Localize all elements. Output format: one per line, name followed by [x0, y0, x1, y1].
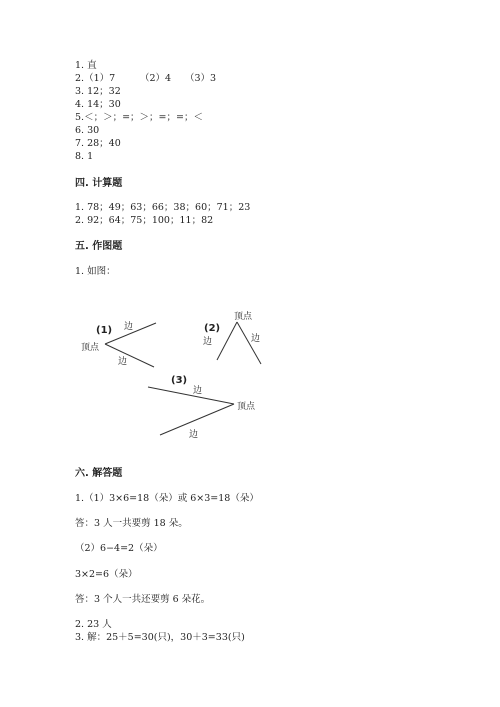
angle-2-vertex-label: 顶点 [234, 312, 253, 322]
angle-2-number: (2) [204, 323, 221, 334]
solution-1-part-2: （2）6−4=2（朵） [75, 543, 163, 554]
section-heading-word-problems: 六. 解答题 [75, 468, 123, 479]
drawing-intro: 1. 如图： [75, 266, 116, 277]
angle-3-side-top [148, 387, 234, 404]
answer-2-part-1: 2.（1）7 [75, 73, 116, 84]
angle-3-vertex-label: 顶点 [237, 402, 256, 412]
angle-1-side-bottom [105, 344, 154, 367]
answer-2-part-2: （2）4 [140, 73, 172, 84]
answer-7: 7. 28；40 [75, 138, 121, 149]
answer-5: 5.＜；＞；=；＞；=；=；＜ [75, 112, 203, 123]
angle-figure-3 [148, 387, 234, 435]
solution-1-part-2-answer: 答：3 个人一共还要剪 6 朵花。 [75, 594, 211, 605]
solution-2: 2. 23 人 [75, 619, 112, 630]
answer-6: 6. 30 [75, 125, 100, 136]
solution-1-part-2-step: 3×2=6（朵） [75, 569, 138, 580]
solution-1-answer: 答：3 人一共要剪 18 朵。 [75, 518, 188, 529]
angle-1-side-bottom-label: 边 [118, 357, 128, 367]
solution-3: 3. 解：25＋5=30(只)，30＋3=33(只) [75, 632, 245, 643]
answer-3: 3. 12；32 [75, 86, 121, 97]
angle-1-side-top-label: 边 [124, 322, 134, 332]
answer-2-part-3: （3）3 [185, 73, 217, 84]
section-heading-calculation: 四. 计算题 [75, 178, 123, 189]
angle-2-side-left-label: 边 [203, 337, 213, 347]
angle-3-side-top-label: 边 [193, 386, 203, 396]
answer-8: 8. 1 [75, 151, 94, 162]
calc-row-1: 1. 78；49；63；66；38；60；71；23 [75, 202, 251, 213]
answer-4: 4. 14；30 [75, 99, 121, 110]
answer-1: 1. 直 [75, 60, 97, 71]
angle-2-side-right-label: 边 [251, 334, 261, 344]
calc-row-2: 2. 92；64；75；100；11；82 [75, 215, 214, 226]
angle-1-number: (1) [96, 325, 113, 336]
angle-1-vertex-label: 顶点 [81, 343, 100, 353]
section-heading-drawing: 五. 作图题 [75, 241, 123, 252]
solution-1-part-1: 1.（1）3×6=18（朵）或 6×3=18（朵） [75, 493, 259, 504]
angle-3-number: (3) [171, 375, 188, 386]
angle-3-side-bottom-label: 边 [189, 430, 199, 440]
